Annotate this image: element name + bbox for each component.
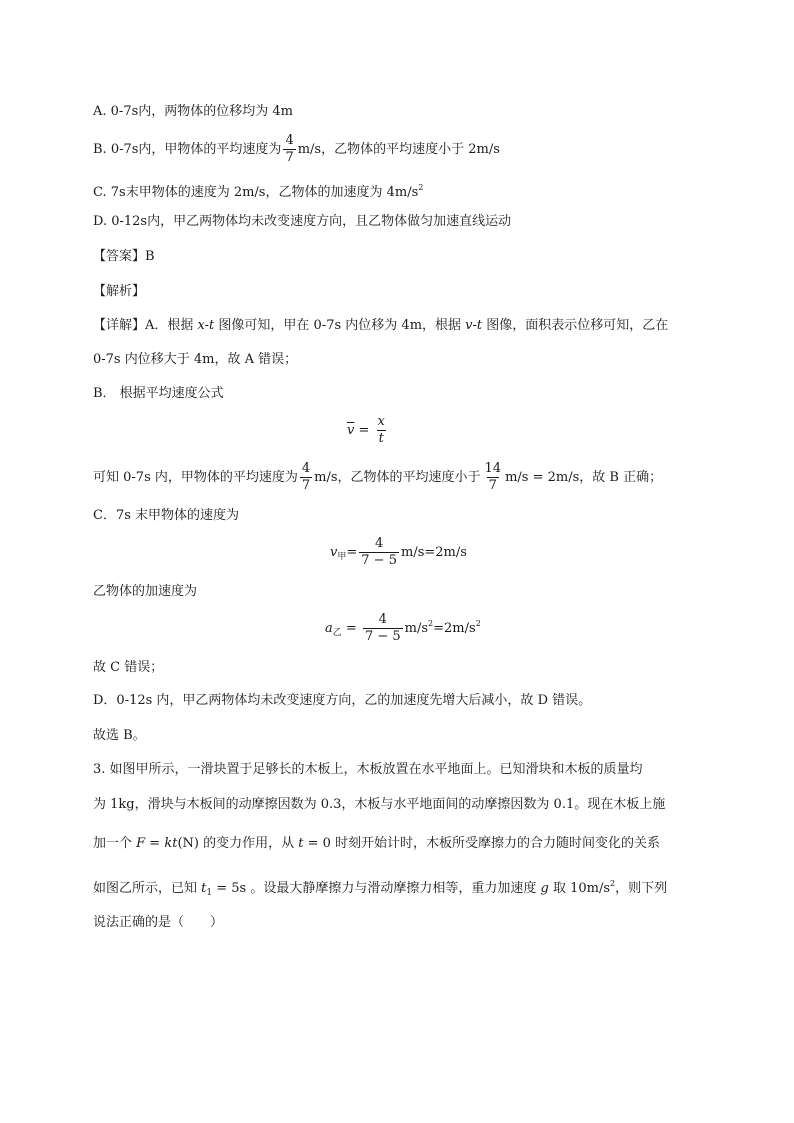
- question-3-line-5: 说法正确的是（ ）: [93, 915, 224, 930]
- text-span: m/s = 2m/s，故 B 正确；: [505, 470, 663, 485]
- detail-line-5: C．7s 末甲物体的速度为: [93, 508, 240, 523]
- detail-line-2: 0-7s 内位移大于 4m，故 A 错误；: [93, 352, 298, 367]
- denominator: 7 − 5: [361, 553, 397, 568]
- text-span: 加一个: [93, 836, 137, 851]
- detail-line-3: B． 根据平均速度公式: [93, 386, 224, 401]
- text-span: 图像可知，甲在 0-7s 内位移为 4m，根据: [214, 318, 466, 333]
- question-3-line-3: [93, 836, 660, 852]
- kt-symbol: kt: [164, 836, 178, 851]
- detail-line-8: D．0-12s 内，甲乙两物体均未改变速度方向，乙的加速度先增大后减小，故 D 错误。: [93, 693, 592, 708]
- unit: (N): [177, 836, 199, 851]
- unit: m/s: [404, 621, 429, 636]
- detail-line-7: 故 C 错误；: [93, 660, 164, 675]
- text-span: = 0 时刻开始计时，木板所受摩擦力的合力随时间变化的关系: [303, 836, 661, 851]
- fraction-4-7: [283, 133, 295, 166]
- question-3-line-2: 为 1kg，滑块与木板间的动摩擦因数为 0.3，木板与水平地面间的动摩擦因数为 0.1。现在木板上施: [93, 797, 666, 812]
- fraction-4-over-7-5: [363, 612, 403, 645]
- text-span: 的变力作用，从: [198, 836, 299, 851]
- superscript: 2: [428, 619, 434, 628]
- detail-heading: 【详解】: [93, 318, 146, 333]
- result: =2m/s: [433, 621, 476, 636]
- equation-average-velocity: [347, 414, 389, 447]
- numerator: 4: [374, 536, 384, 551]
- F-symbol: F: [136, 836, 146, 851]
- text-span: m/s，乙物体的平均速度小于: [314, 470, 481, 485]
- option-a: A. 0-7s内，两物体的位移均为 4m: [93, 104, 293, 119]
- text-span: A．根据: [145, 318, 198, 333]
- subscript: 乙: [332, 628, 342, 638]
- v-symbol: v: [330, 545, 338, 560]
- numerator: 14: [484, 461, 502, 476]
- equals-sign: =: [145, 836, 165, 851]
- v-bar: $\overline{v}$: [347, 423, 355, 438]
- numerator: x: [377, 414, 385, 429]
- numerator: 4: [378, 612, 387, 627]
- t-symbol: t: [298, 836, 304, 851]
- text-span: 图像，面积表示位移可知，乙在: [482, 318, 669, 333]
- detail-line-6: 乙物体的加速度为: [93, 584, 198, 599]
- equation-acceleration-yi: [325, 612, 481, 645]
- equation-velocity-jia: [330, 536, 467, 569]
- detail-line-1: [93, 318, 668, 334]
- option-d: D. 0-12s内，甲乙两物体均未改变速度方向，且乙物体做匀加速直线运动: [93, 214, 512, 229]
- equals-sign: =: [341, 621, 361, 636]
- text-span: 可知 0-7s 内，甲物体的平均速度为: [93, 470, 298, 485]
- equals-sign: =: [346, 545, 358, 560]
- detail-line-9: 故选 B。: [93, 728, 146, 743]
- denominator: 7 − 5: [364, 629, 401, 644]
- analysis-heading: 【解析】: [93, 284, 146, 299]
- text-span: = 5s 。设最大静摩擦力与滑动摩擦力相等，重力加速度: [212, 881, 541, 896]
- denominator: 7: [285, 150, 294, 165]
- numerator: 4: [301, 461, 311, 476]
- question-3-line-1: 3. 如图甲所示，一滑块置于足够长的木板上，木板放置在水平地面上。已知滑块和木板的质量均: [93, 762, 643, 777]
- answer: 【答案】B: [93, 249, 155, 264]
- fraction-4-7: [300, 461, 312, 494]
- text-span: 如图乙所示，已知: [93, 881, 202, 896]
- x-t-label: x-t: [197, 318, 215, 333]
- superscript: 2: [610, 879, 616, 888]
- question-3-line-4: [93, 876, 667, 901]
- denominator: 7: [301, 478, 311, 493]
- detail-line-4: [93, 461, 662, 494]
- subscript: 甲: [337, 552, 347, 562]
- a-symbol: a: [325, 621, 333, 636]
- fraction-x-t: [376, 414, 387, 447]
- result: m/s=2m/s: [400, 545, 467, 560]
- option-c: [93, 180, 423, 201]
- equals-sign: =: [354, 423, 374, 438]
- superscript: 2: [475, 619, 481, 628]
- denominator: 7: [488, 478, 497, 493]
- fraction-4-over-7-5: [359, 536, 399, 569]
- text-span: ，则下列: [615, 881, 668, 896]
- text-span: 取 10m/s: [548, 881, 610, 896]
- subscript: 1: [206, 888, 213, 898]
- t1-symbol: t: [201, 881, 207, 896]
- v-t-label: v-t: [465, 318, 483, 333]
- fraction-14-7: [483, 461, 504, 494]
- option-c-text: C. 7s末甲物体的速度为 2m/s，乙物体的加速度为 4m/s: [93, 185, 419, 200]
- denominator: t: [378, 431, 384, 446]
- option-c-sup: 2: [418, 183, 424, 192]
- g-symbol: g: [540, 881, 549, 896]
- numerator: 4: [285, 133, 294, 148]
- option-b: [93, 133, 500, 166]
- option-b-prefix: B. 0-7s内，甲物体的平均速度为: [93, 142, 282, 157]
- option-b-suffix: m/s，乙物体的平均速度小于 2m/s: [297, 142, 500, 157]
